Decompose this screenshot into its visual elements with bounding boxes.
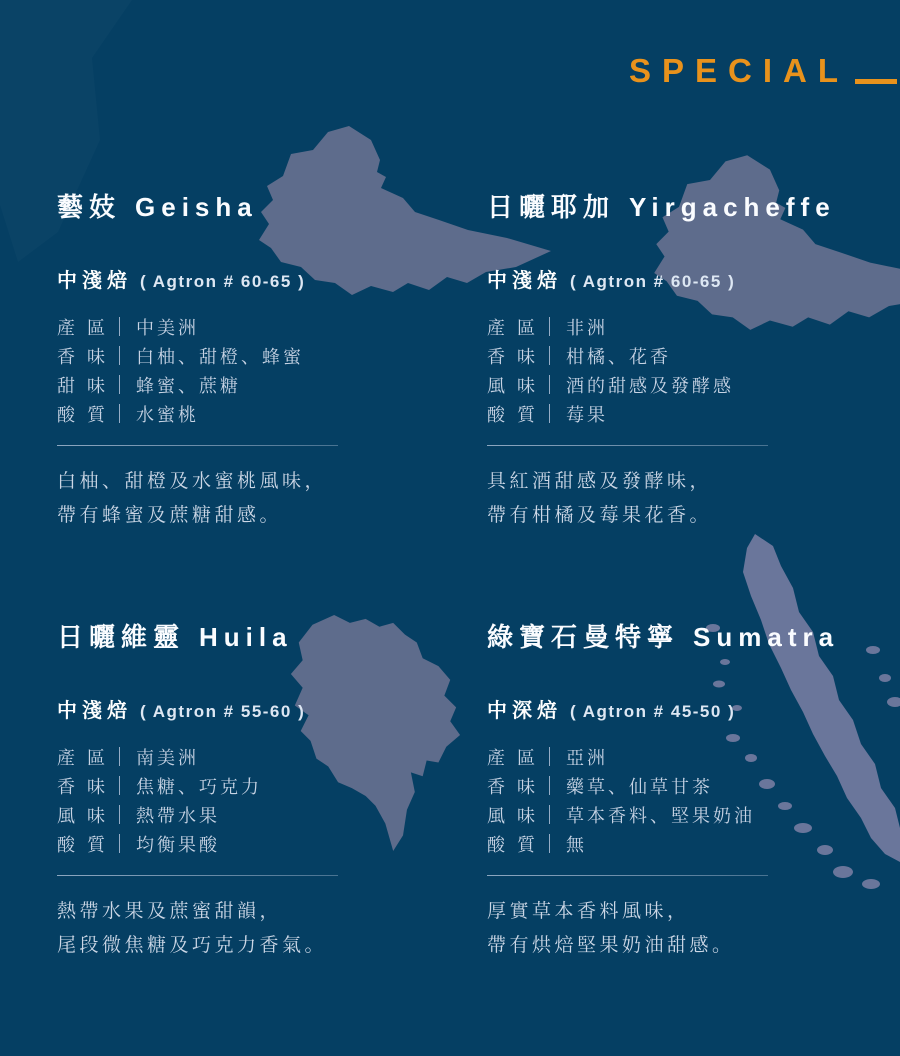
detail-label: 產區: [487, 747, 547, 768]
tasting-description: [57, 465, 457, 533]
roast-line: [57, 694, 457, 722]
detail-value: 熱帶水果: [136, 805, 220, 826]
detail-row-aroma: [487, 771, 897, 800]
detail-value: 非洲: [566, 317, 608, 338]
detail-label: 風味: [487, 375, 547, 396]
description-line: 帶有柑橘及莓果花香。: [487, 505, 713, 526]
detail-label: 產區: [57, 317, 117, 338]
label-value-divider: [549, 346, 550, 365]
coffee-title-en: Geisha: [135, 192, 258, 222]
detail-value: 草本香料、堅果奶油: [566, 805, 755, 826]
label-value-divider: [549, 747, 550, 766]
roast-line: [487, 694, 897, 722]
roast-level: 中淺焙: [487, 270, 562, 292]
detail-list: [57, 312, 457, 428]
detail-row-aroma: [57, 341, 457, 370]
label-value-divider: [549, 404, 550, 423]
detail-row-sweetness: [57, 370, 457, 399]
divider-line: [487, 875, 768, 876]
coffee-title-zh: 日曬維靈: [57, 622, 186, 652]
detail-label: 甜味: [57, 375, 117, 396]
coffee-card-huila: [57, 622, 457, 963]
coffee-title: [57, 192, 457, 222]
agtron-value: ( Agtron # 45-50 ): [570, 702, 736, 721]
detail-label: 香味: [57, 776, 117, 797]
detail-row-region: [57, 312, 457, 341]
label-value-divider: [119, 375, 120, 394]
coffee-title: [57, 622, 457, 652]
label-value-divider: [119, 404, 120, 423]
coffee-card-yirgacheffe: [487, 192, 897, 533]
description-line: 熱帶水果及蔗蜜甜韻，: [57, 901, 283, 922]
description-line: 厚實草本香料風味，: [487, 901, 690, 922]
roast-line: [487, 264, 897, 292]
description-line: 帶有蜂蜜及蔗糖甜感。: [57, 505, 283, 526]
detail-list: [487, 312, 897, 428]
detail-label: 酸質: [487, 834, 547, 855]
detail-label: 酸質: [57, 834, 117, 855]
detail-label: 酸質: [487, 404, 547, 425]
divider-line: [487, 445, 768, 446]
detail-label: 香味: [487, 776, 547, 797]
roast-level: 中深焙: [487, 700, 562, 722]
detail-label: 酸質: [57, 404, 117, 425]
detail-row-acidity: [57, 829, 457, 858]
detail-row-aroma: [57, 771, 457, 800]
agtron-value: ( Agtron # 60-65 ): [140, 272, 306, 291]
accent-underscore-line: [855, 79, 897, 84]
detail-label: 風味: [487, 805, 547, 826]
detail-row-flavor: [487, 800, 897, 829]
label-value-divider: [549, 375, 550, 394]
detail-row-flavor: [487, 370, 897, 399]
detail-row-flavor: [57, 800, 457, 829]
roast-level: 中淺焙: [57, 270, 132, 292]
label-value-divider: [119, 834, 120, 853]
detail-value: 南美洲: [136, 747, 199, 768]
description-line: 尾段微焦糖及巧克力香氣。: [57, 935, 328, 956]
detail-label: 香味: [487, 346, 547, 367]
description-line: 具紅酒甜感及發酵味，: [487, 471, 713, 492]
description-line: 帶有烘焙堅果奶油甜感。: [487, 935, 735, 956]
coffee-card-sumatra: [487, 622, 897, 963]
detail-label: 風味: [57, 805, 117, 826]
roast-level: 中淺焙: [57, 700, 132, 722]
coffee-title-en: Yirgacheffe: [629, 192, 836, 222]
detail-row-region: [487, 312, 897, 341]
detail-value: 中美洲: [136, 317, 199, 338]
label-value-divider: [549, 805, 550, 824]
tasting-description: [57, 895, 457, 963]
detail-value: 水蜜桃: [136, 404, 199, 425]
detail-value: 白柚、甜橙、蜂蜜: [136, 346, 304, 367]
label-value-divider: [119, 317, 120, 336]
detail-list: [57, 742, 457, 858]
coffee-card-geisha: [57, 192, 457, 533]
label-value-divider: [119, 346, 120, 365]
detail-label: 產區: [57, 747, 117, 768]
detail-value: 蜂蜜、蔗糖: [136, 375, 241, 396]
detail-value: 無: [566, 834, 587, 855]
coffee-title: [487, 192, 897, 222]
coffee-title-zh: 日曬耶加: [487, 192, 616, 222]
detail-row-acidity: [487, 399, 897, 428]
coffee-title-en: Sumatra: [693, 622, 840, 652]
detail-value: 亞洲: [566, 747, 608, 768]
label-value-divider: [119, 776, 120, 795]
coffee-title-en: Huila: [199, 622, 293, 652]
label-value-divider: [119, 805, 120, 824]
special-title: SPECIAL: [628, 52, 849, 89]
coffee-title-zh: 藝妓: [57, 192, 122, 222]
detail-list: [487, 742, 897, 858]
roast-line: [57, 264, 457, 292]
label-value-divider: [549, 834, 550, 853]
detail-value: 焦糖、巧克力: [136, 776, 262, 797]
detail-row-aroma: [487, 341, 897, 370]
detail-row-region: [487, 742, 897, 771]
label-value-divider: [119, 747, 120, 766]
detail-value: 藥草、仙草甘茶: [566, 776, 713, 797]
detail-row-acidity: [487, 829, 897, 858]
detail-value: 酒的甜感及發酵感: [566, 375, 734, 396]
detail-row-acidity: [57, 399, 457, 428]
detail-value: 莓果: [566, 404, 608, 425]
description-line: 白柚、甜橙及水蜜桃風味，: [57, 471, 328, 492]
special-heading: [629, 54, 900, 87]
coffee-title-zh: 綠寶石曼特寧: [487, 622, 680, 652]
detail-row-region: [57, 742, 457, 771]
divider-line: [57, 445, 338, 446]
divider-line: [57, 875, 338, 876]
label-value-divider: [549, 317, 550, 336]
agtron-value: ( Agtron # 60-65 ): [570, 272, 736, 291]
label-value-divider: [549, 776, 550, 795]
detail-label: 香味: [57, 346, 117, 367]
tasting-description: [487, 895, 897, 963]
detail-label: 產區: [487, 317, 547, 338]
tasting-description: [487, 465, 897, 533]
detail-value: 均衡果酸: [136, 834, 220, 855]
detail-value: 柑橘、花香: [566, 346, 671, 367]
coffee-title: [487, 622, 897, 652]
agtron-value: ( Agtron # 55-60 ): [140, 702, 306, 721]
